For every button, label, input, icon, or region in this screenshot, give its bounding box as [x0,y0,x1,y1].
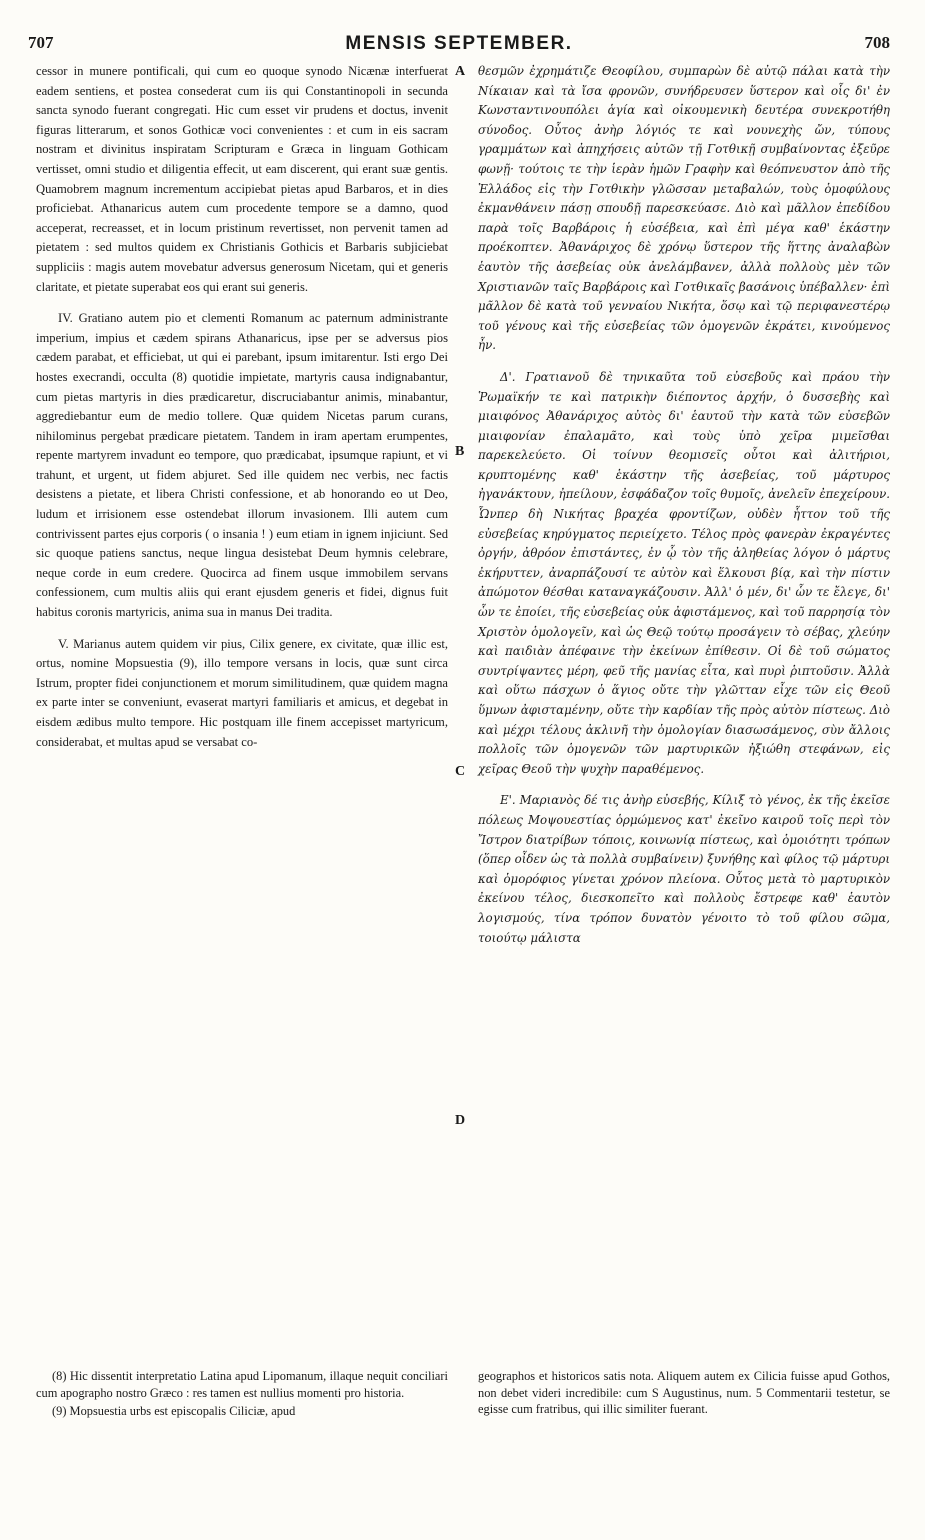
page-number-left: 707 [28,33,54,52]
margin-marker-c: C [455,764,466,779]
footnote-8: (8) Hic dissentit interpretatio Latina apud Lipomanum, illaque nequit conciliari cum apographo nostro Græco : res tamen est nullius momenti pro historia. [36,1369,448,1400]
page-number-right: 708 [864,33,890,52]
latin-paragraph-3: V. Marianus autem quidem vir pius, Cilix genere, ex civitate, quæ illic est, ortus, nomine Mopsuestia (9), illo tempore versans in locis, quæ sunt circa Istrum, propter fidei conjunctionem et morum similitudinem, quæ quidem magna ex parte inter se conveniunt, evaserat martyri familiaris et amicus, et degebat in eisdem ædibus multo tempore. Hic postquam ille finem accepisset martyricum, considerabat, et multas apud se versabat co- [36,636,448,749]
footnotes-right [478,1368,890,1420]
greek-paragraph-3: Ε'. Μαριανὸς δέ τις ἀνὴρ εὐσεβής, Κίλιξ τὸ γένος, ἐκ τῆς ἐκεῖσε πόλεως Μοψουεστίας ὁρμώμενος κατ' ἐκεῖνο καιροῦ τοῖς περὶ τὸν Ἴστρον διατρίβων τόποις, κοινωνίᾳ πίστεως, καὶ ὁμοιότητι τρόπων (ὅπερ οἶδεν ὡς τὰ πολλὰ συμβαίνειν) ξυνήθης καὶ φίλος τῷ μάρτυρι καὶ ὁμορόφιος γίνεται χρόνον πλείονα. Οὗτος μετὰ τὸ μαρτυρικὸν ἐκείνου τέλος, διεσκοπεῖτο καὶ πολλοὺς ἔστρεφε καθ' ἑαυτὸν λογισμούς, τίνα τρόπον δυνατὸν γένοιτο τὸ τοῦ φίλου σῶμα, τοιούτῳ μάλιστα [478,793,890,945]
latin-column [36,62,448,752]
latin-paragraph-1: cessor in munere pontificali, qui cum eo quoque synodo Nicænæ interfuerat eadem sentiens, et postea consederat cum iis qui Constantinopoli in secunda sancta synodo fuerant congregati. Hic cum esset vir prudens et doctus, invenit figuras litterarum, et sonos Gothicæ voci convenientes : et cum in eis sacram nostram et divinitus inspiratam Scripturam e Græca in linguam Gothicam vertisset, omni studio et diligentia effecit, ut eam discerent, qui erant suæ gentis. Quamobrem magnum incrementum accipiebat pietas apud Barbaros, et in dies proficiebat. Athanaricus autem cum procedente tempore se a damno, quod acceperat, recreasset, et in locum pristinum revertisset, non pervenit tamen ad pietatem : sed multos quidem ex Christianis Gothicis et Barbaris subjiciebat suppliciis : magis autem movebatur adversus generosum Nicetam, qui et generis claritate, et pietate superabat eos qui erant sui generis. [36,64,448,294]
latin-paragraph-2: IV. Gratiano autem pio et clementi Romanum ac paternum administrante imperium, impius et cædem spirans Athanaricus, ipse per se adversus pios cædem parabat, et efficiebat, ut qui ei parebant, ipsum imitarentur. Isti ergo Dei hostes execrandi, occulta (8) quotidie impietate, martyris causa indignabantur, cum pietas martyris in dies prædicaretur, discruciabantur animis, minabantur, aggrediebantur eum de medio tollere. Quæ quidem Nicetas parum curans, nihilominus pergebat prædicare pietatem. Tandem in iram apertam erumpentes, repente martyrem invadunt eo tempore, quo prædicabat, ipsumque rapiunt, et vi trahunt, et urgent, ut fidem abjuret. Sed ille quidem nec verbis, nec factis desistens a pietate, et libera Christi confessione, et ab honorando eo ut Deo, ludum et irrisionem esse ostendebat illorum invasionem. Illi autem cum contrivissent partes ejus corporis ( o insania ! ) eum etiam in ignem injiciunt. Sed sic quoque patiens sanctus, neque lingua desistebat Deum hymnis celebrare, neque corde in eum credere. Quocirca ad finem usque immobilem servans confessionem, cum multis aliis qui erant ejusdem generis et fidei, dignus fuit habitus coronis martyricis, anima sua in manus Dei tradita. [36,311,448,620]
margin-marker-b: B [455,444,465,459]
margin-marker-a: A [455,64,466,79]
margin-marker-d: D [455,1113,466,1128]
footnote-9: (9) Mopsuestia urbs est episcopalis Ciliciæ, apud [52,1404,296,1418]
footnotes-left [36,1368,448,1422]
running-title: MENSIS SEPTEMBER. [345,33,573,54]
page-header [28,33,890,61]
greek-column [478,62,890,948]
greek-paragraph-2: Δ'. Γρατιανοῦ δὲ τηνικαῦτα τοῦ εὐσεβοῦς καὶ πράου τὴν Ῥωμαϊκήν τε καὶ πατρικὴν διέποντος ἀρχήν, ὁ δυσσεβὴς καὶ μιαιφόνος Ἀθανάριχος αὐτὸς δι' ἑαυτοῦ τὴν κατὰ τῶν εὐσεβῶν μιαιφονίαν ἐπαλαμᾶτο, καὶ τοὺς ὑπὸ χεῖρα μιμεῖσθαι παρεκελεύετο. Οἱ τοίνυν θεομισεῖς οὗτοι καὶ ἀλιτήριοι, κρυπτομένης καθ' ἑκάστην τῆς ἀσεβείας, τοῦ μάρτυρος ἠγανάκτουν, ἠπείλουν, ἐσφάδαζον τοῖς θυμοῖς, ἀνελεῖν ἐπεχείρουν. Ὧνπερ δὴ Νικήτας βραχέα φροντίζων, οὐδὲν ἧττον τοῦ τῆς εὐσεβείας κηρύγματος περιείχετο. Τέλος πρὸς φανερὰν ἐκραγέντες ὀργήν, ἀθρόον ἐπιστάντες, ἐν ᾧ τὸν τῆς ἀληθείας λόγον ὁ μάρτυς ἐκήρυττεν, ἀναρπάζουσί τε αὐτὸν καὶ ἕλκουσι βίᾳ, καὶ τὴν πίστιν ἀπώμοτον θέσθαι καταναγκάζουσιν. Ἀλλ' ὁ μέν, δι' ὧν τε ἔλεγε, δι' ὧν τε ἐποίει, τῆς εὐσεβείας οὐκ ἀφιστάμενος, καὶ τοῦ παρρησίᾳ τὸν Χριστὸν ὁμολογεῖν, καὶ ὡς Θεῷ τούτῳ προσάγειν τὸ σέβας, χλεύην καὶ παιδιὰν ἀπέφαινε τὴν ἐκείνων ἐπίθεσιν. Οἱ δὲ τοῦ σώματος συντρίψαντες μέρη, φεῦ τῆς μανίας εἶτα, καὶ πυρὶ ῥιπτοῦσιν. Ἀλλὰ καὶ οὕτω πάσχων ὁ ἅγιος οὔτε τὴν γλῶτταν εἶχε τῶν εἰς Θεοῦ ὕμνων ἀφισταμένην, οὔτε τὴν καρδίαν τῆς πρὸς αὐτὸν πίστεως. Διὸ καὶ μέχρι τέλους ἀκλινῆ τὴν ὁμολογίαν διασωσάμενος, σὺν ἄλλοις πολλοῖς τῶν ὁμογενῶν τῶν μαρτυρικῶν ἠξιώθη στεφάνων, εἰς χεῖρας Θεοῦ τὴν ψυχὴν παραθέμενος. [478,369,890,776]
greek-paragraph-1: θεσμῶν ἐχρημάτιζε Θεοφίλου, συμπαρὼν δὲ αὐτῷ πάλαι κατὰ τὴν Νίκαιαν καὶ τὰ ἴσα φρονῶν, συνήδρευσεν ὕστερον καὶ οἷς δι' ἐν Κωνσταντινουπόλει ἁγία καὶ οἰκουμενικὴ δευτέρα συνεκροτήθη σύνοδος. Οὗτος ἀνὴρ λόγιός τε καὶ νουνεχὴς ὤν, τύπους γραμμάτων καὶ ἀπηχήσεις αὐτῶν τῇ Γοτθικῇ συμβαίνοντας ἐξεῦρε φωνῇ· τούτοις τε τὴν ἱερὰν ἡμῶν Γραφὴν καὶ θεόπνευστον ἀπὸ τῆς Ἑλλάδος εἰς τὴν Γοτθικὴν γλῶσσαν μεταβαλών, τοὺς ὁμοφύλους ἐκμανθάνειν πάσῃ σπουδῇ παρεσκεύασε. Διὸ καὶ μᾶλλον ἐπεδίδου παρὰ τοῖς Βαρβάροις ἡ εὐσέβεια, καὶ ἐπὶ μέγα καθ' ἑκάστην προέκοπτεν. Ἀθανάριχος δὲ χρόνῳ ὕστερον τῆς ἥττης ἀναλαβὼν ἑαυτὸν τῆς ἀσεβείας οὐκ ἀνελάμβανεν, ἀλλὰ πολλοὺς μὲν τῶν Χριστιανῶν ταῖς Βαρβάροις καὶ Γοτθικαῖς βασάνοις ὑπέβαλλεν· ἐπὶ μᾶλλον δὲ κατὰ τοῦ γενναίου Νικήτα, ὅσῳ καὶ τῷ περιφανεστέρῳ τοῦ γένους καὶ τῆς εὐσεβείας τῶν ὁμογενῶν ἐκράτει, κινούμενος ἦν. [478,64,890,353]
footnote-9-continued: geographos et historicos satis nota. Aliquem autem ex Cilicia fuisse apud Gothos, non debet videri incredibile: cum S Augustinus, num. 5 Commentarii testetur, se egisse cum fratribus, qui illic similiter fuerant. [478,1369,890,1416]
